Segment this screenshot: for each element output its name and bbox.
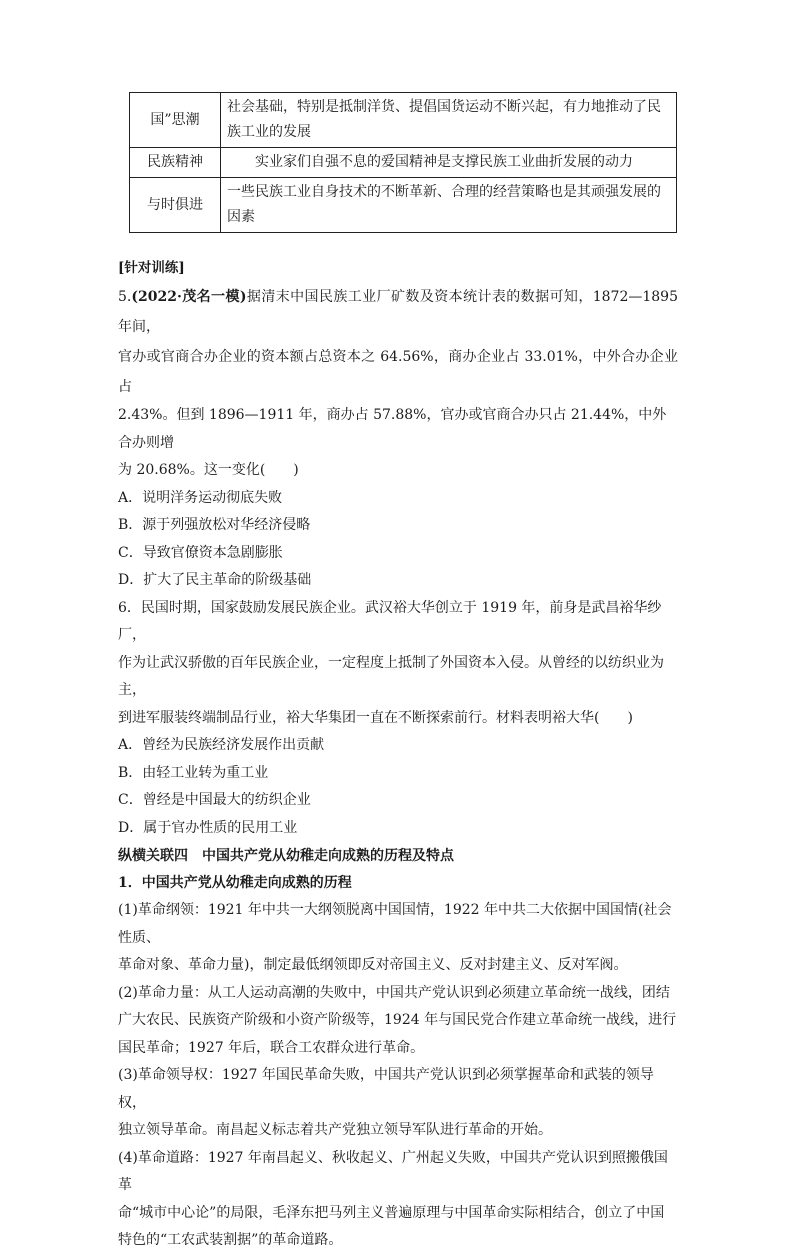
item-line: 国民革命；1927 年后，联合工农群众进行革命。 (118, 1039, 425, 1056)
option-c: C．曾经是中国最大的纺织企业 (118, 792, 311, 808)
table-cell-label: 民族精神 (130, 148, 221, 178)
option-d: D．扩大了民主革命的阶级基础 (118, 572, 312, 588)
item-line: 独立领导革命。南昌起义标志着共产党独立领导军队进行革命的开始。 (118, 1122, 552, 1138)
table-cell-label: 与时俱进 (130, 178, 221, 233)
item-line: 命“城市中心论”的局限，毛泽东把马列主义普遍原理与中国革命实际相结合，创立了中国 (118, 1204, 665, 1221)
question-line: 2.43%。但到 1896—1911 年，商办占 57.88%，官办或官商合办只占 21.44%，中外合办则增 (118, 407, 667, 451)
section-item-3 (118, 1062, 678, 1145)
question-line: 6．民国时期，国家鼓励发展民族企业。武汉裕大华创立于 1919 年，前身是武昌裕华纱厂， (118, 599, 662, 643)
table-row (130, 178, 677, 233)
option-b: B．由轻工业转为重工业 (118, 764, 269, 781)
table-row (130, 148, 677, 178)
item-line: 广大农民、民族资产阶级和小资产阶级等，1924 年与国民党合作建立革命统一战线，进行 (118, 1012, 677, 1028)
option-c: C．导致官僚资本急剧膨胀 (118, 544, 283, 561)
question-line: 为 20.68%。这一变化( ) (118, 462, 299, 478)
section-item-4 (118, 1145, 678, 1255)
item-line: 革命对象、革命力量)，制定最低纲领即反对帝国主义、反对封建主义、反对军阀。 (118, 957, 628, 973)
option-a: A．说明洋务运动彻底失败 (118, 489, 283, 506)
section-subtitle: 1．中国共产党从幼稚走向成熟的历程 (118, 875, 352, 891)
table-cell-content: 一些民族工业自身技术的不断革新、合理的经营策略也是其顽强发展的因素 (221, 178, 677, 233)
option-a: A．曾经为民族经济发展作出贡献 (118, 737, 325, 753)
option-b: B．源于列强放松对华经济侵略 (118, 517, 311, 533)
question-line: 作为让武汉骄傲的百年民族企业，一定程度上抵制了外国资本入侵。从曾经的以纺织业为主， (118, 654, 664, 698)
question-6 (118, 595, 678, 733)
question-source: (2022·茂名一模) (131, 289, 247, 305)
question-line: 官办或官商合办企业的资本额占总资本之 64.56%，商办企业占 33.01%，中外合办企业占 (118, 349, 678, 395)
document-page (118, 92, 678, 1255)
training-tag: [针对训练] (118, 260, 185, 276)
question-5 (118, 282, 678, 485)
item-line: 特色的“工农武装割据”的革命道路。 (118, 1232, 343, 1248)
question-line: 到进军服装终端制品行业，裕大华集团一直在不断探索前行。材料表明裕大华( ) (118, 709, 633, 726)
option-d: D．属于官办性质的民用工业 (118, 819, 298, 836)
table-cell-content: 实业家们自强不息的爱国精神是支撑民族工业曲折发展的动力 (221, 148, 677, 178)
table-cell-content: 社会基础，特别是抵制洋货、提倡国货运动不断兴起，有力地推动了民族工业的发展 (221, 93, 677, 148)
question-number: 5. (118, 289, 132, 305)
table-cell-label: 国”思潮 (130, 93, 221, 148)
summary-table (129, 92, 677, 233)
question-text: 据清末中国民族工业厂矿数及资本统计表的数据可知，1872—1895年间， (118, 289, 678, 335)
item-line: (1)革命纲领：1921 年中共一大纲领脱离中国国情，1922 年中共二大依据中国国情(社会性质、 (118, 902, 672, 946)
item-line: (2)革命力量：从工人运动高潮的失败中，中国共产党认识到必须建立革命统一战线，团结 (118, 984, 670, 1001)
item-line: (3)革命领导权：1927 年国民革命失败，中国共产党认识到必须掌握革命和武装的领导权， (118, 1067, 654, 1111)
section-title: 纵横关联四 中国共产党从幼稚走向成熟的历程及特点 (118, 848, 454, 864)
section-item-2 (118, 980, 678, 1063)
item-line: (4)革命道路：1927 年南昌起义、秋收起义、广州起义失败，中国共产党认识到照搬俄国革 (118, 1149, 668, 1193)
table-row (130, 93, 677, 148)
question-line (118, 282, 678, 342)
section-item-1 (118, 897, 678, 980)
